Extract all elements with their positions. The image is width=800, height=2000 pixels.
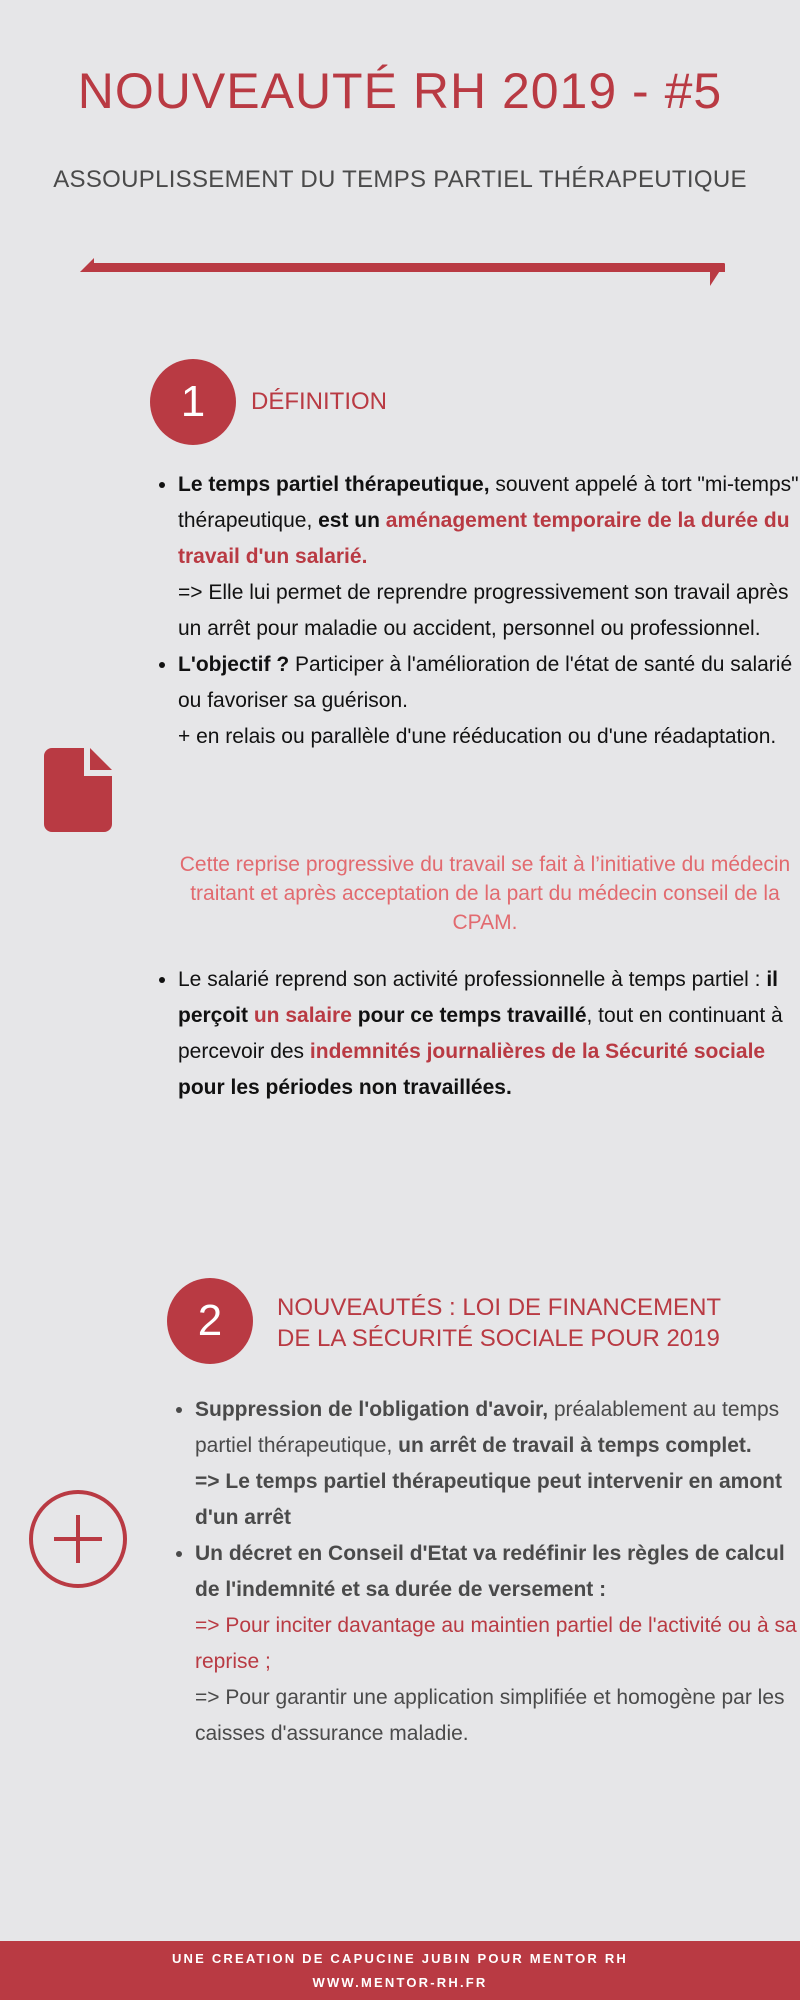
footer-credit: UNE CREATION DE CAPUCINE JUBIN POUR MENTOR RH <box>171 1951 629 1966</box>
plus-circle-icon <box>28 1489 128 1589</box>
nouveautes-list <box>175 1392 800 1752</box>
list-item: • Un décret en Conseil d'Etat va redéfinir les règles de calcul de l'indemnité et sa durée de versement : => Pour inciter davantage au maintien partiel de l'activité ou à sa reprise ; => Pour garantir une application simplifiée et homogène par les caisses d'assurance maladie. <box>195 1536 800 1752</box>
page-subtitle: ASSOUPLISSEMENT DU TEMPS PARTIEL THÉRAPEUTIQUE <box>53 166 747 193</box>
section-number-1: 1 <box>150 359 236 445</box>
list-item: • L'objectif ? Participer à l'amélioration de l'état de santé du salarié ou favoriser sa guérison. + en relais ou parallèle d'une rééducation ou d'une réadaptation. <box>178 647 800 755</box>
definition-list-2 <box>158 962 800 1106</box>
section-title-nouveautes: NOUVEAUTÉS : LOI DE FINANCEMENT DE LA SÉCURITÉ SOCIALE POUR 2019 <box>277 1294 722 1352</box>
section-number-2: 2 <box>167 1278 253 1364</box>
highlight-note: Cette reprise progressive du travail se fait à l’initiative du médecin traitant et après acceptation de la part du médecin conseil de la CPAM. <box>179 853 791 934</box>
definition-list <box>158 467 800 755</box>
list-item: • Le salarié reprend son activité professionnelle à temps partiel : il perçoit un salaire pour ce temps travaillé, tout en continuant à percevoir des indemnités journalières de la Sécurité sociale pour les périodes non travaillées. <box>178 962 800 1106</box>
section-title-definition: DÉFINITION <box>251 388 387 415</box>
page-title: NOUVEAUTÉ RH 2019 - #5 <box>77 63 723 119</box>
arrow-divider <box>80 250 725 286</box>
document-icon <box>44 748 112 832</box>
footer-website: WWW.MENTOR-RH.FR <box>312 1975 488 1990</box>
list-item: • Le temps partiel thérapeutique, souvent appelé à tort "mi-temps" thérapeutique, est un aménagement temporaire de la durée du travail d'un salarié. => Elle lui permet de reprendre progressivement son travail après un arrêt pour maladie ou accident, personnel ou professionnel. <box>178 467 800 647</box>
list-item: • Suppression de l'obligation d'avoir, préalablement au temps partiel thérapeutique, un arrêt de travail à temps complet. => Le temps partiel thérapeutique peut intervenir en amont d'un arrêt <box>195 1392 800 1536</box>
footer <box>0 1941 800 2000</box>
